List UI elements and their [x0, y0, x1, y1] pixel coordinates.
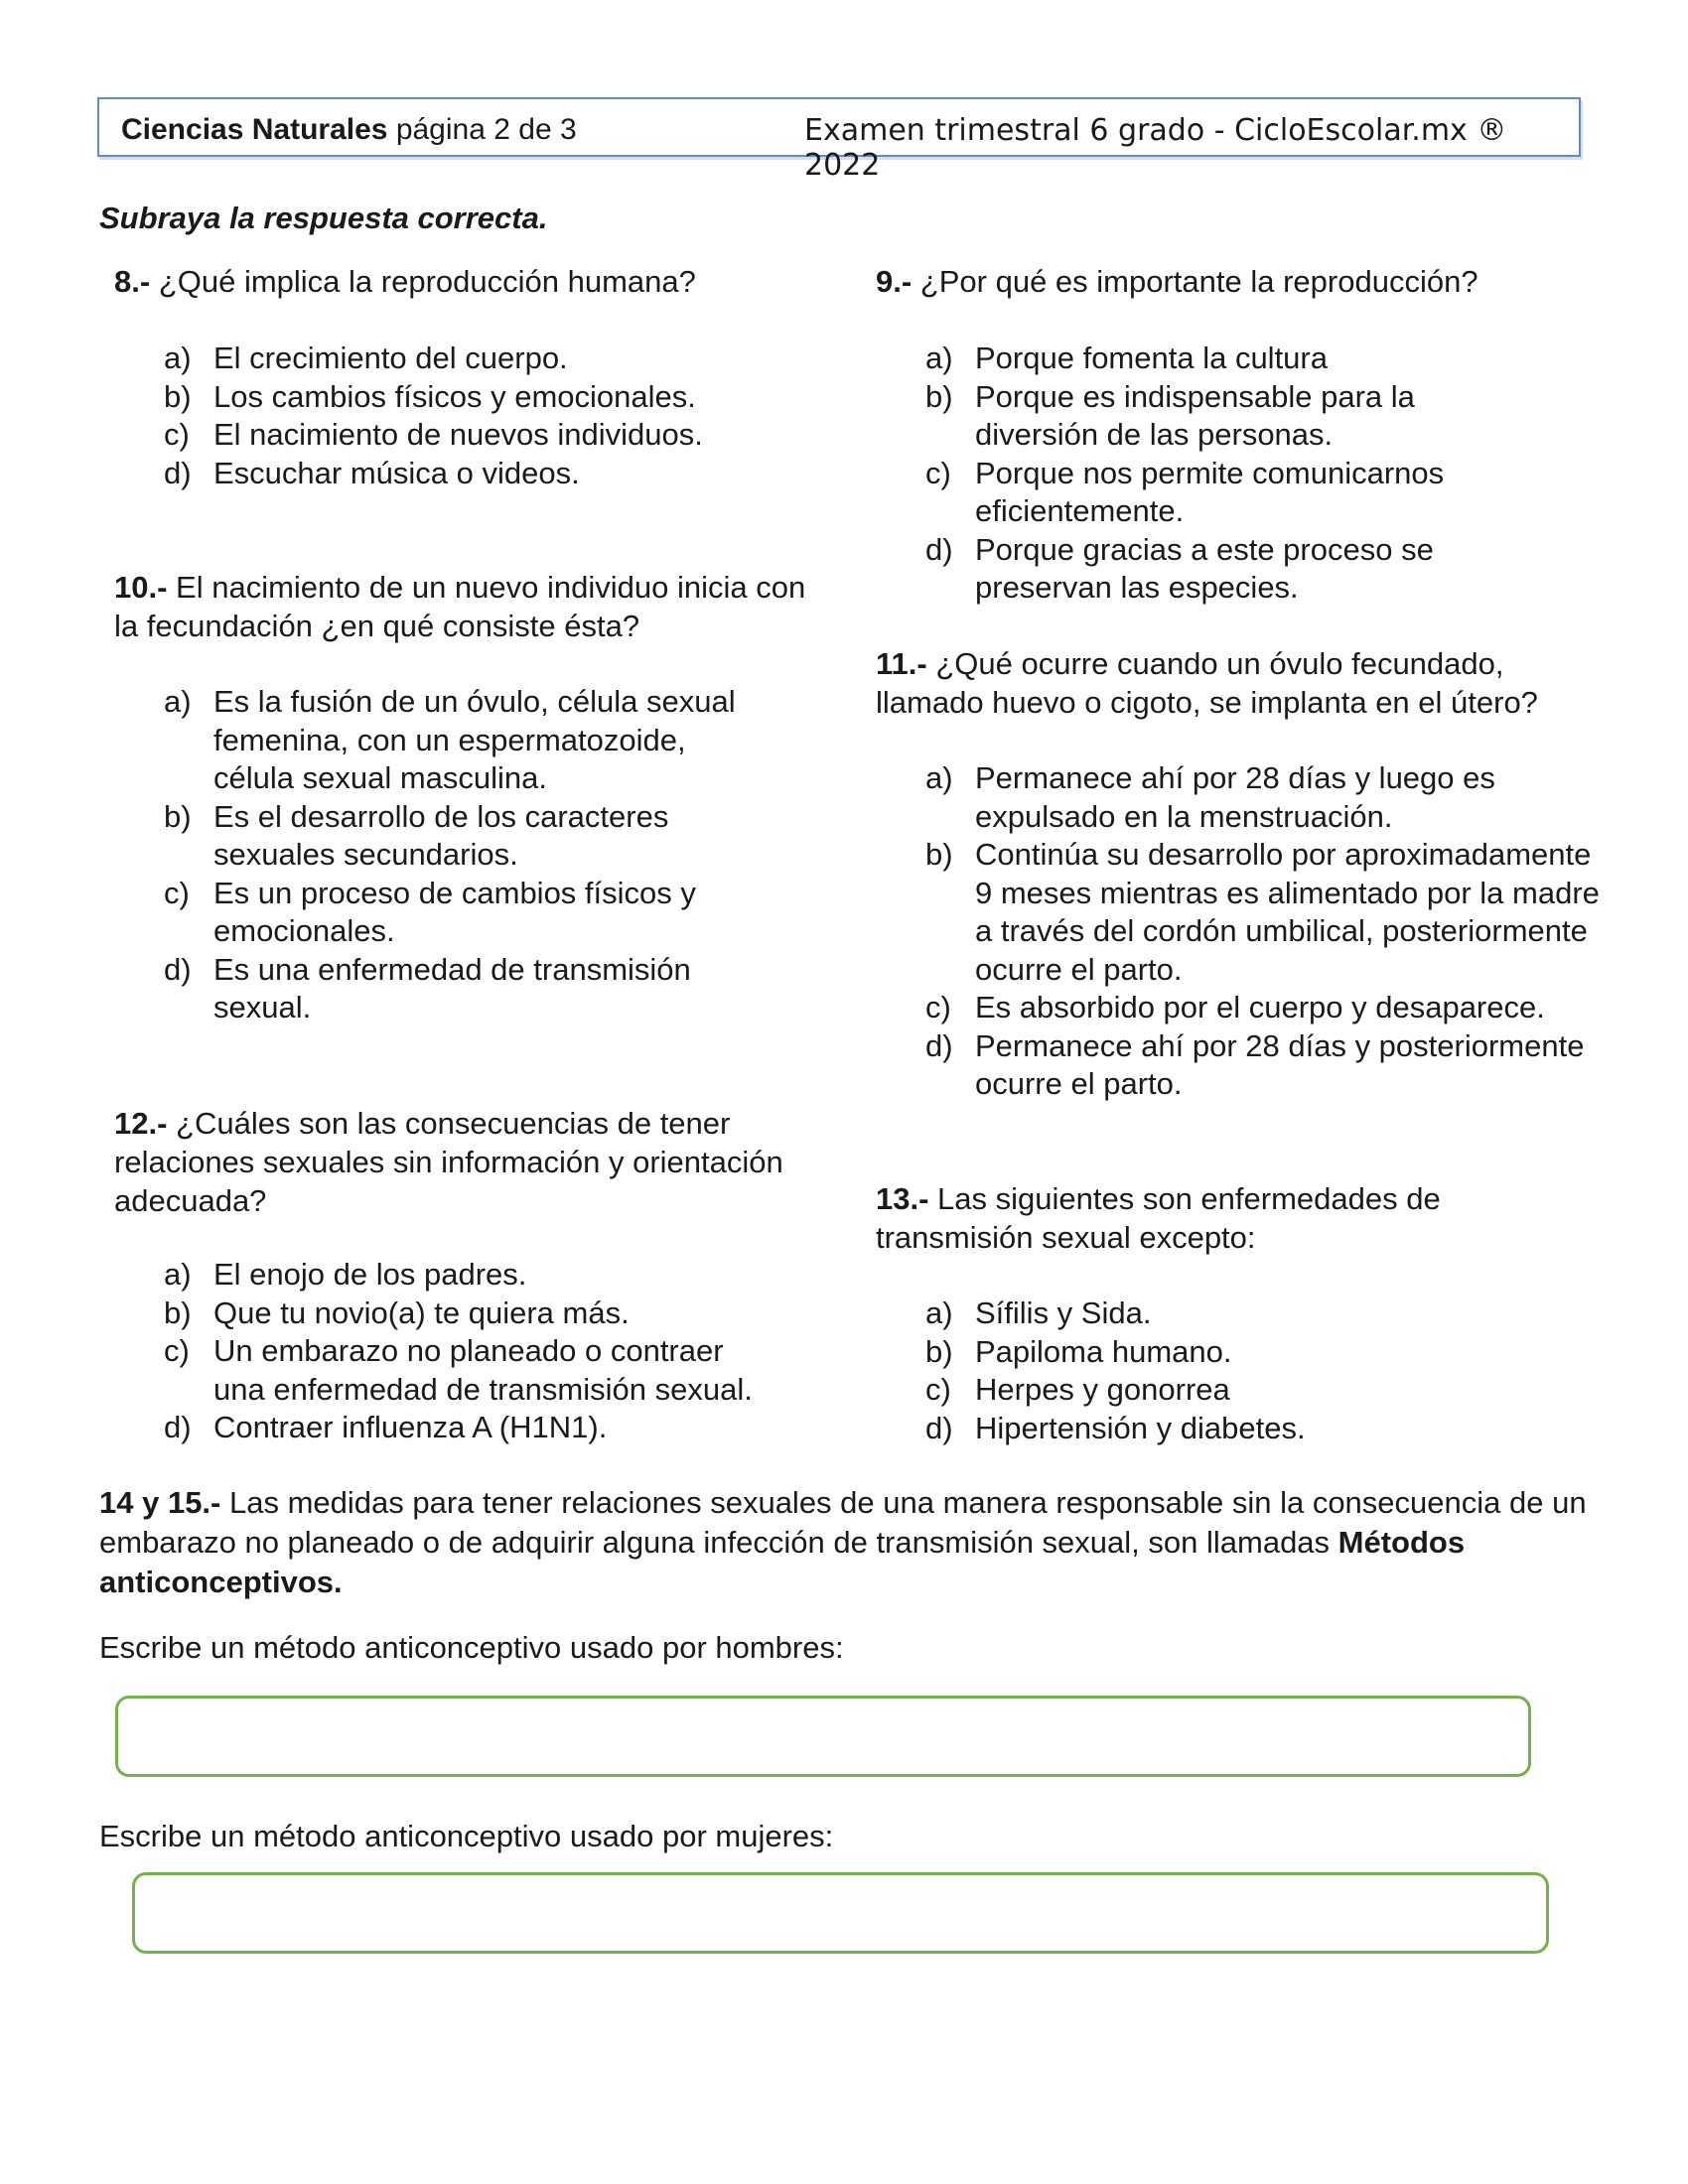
question-11 [876, 644, 1606, 722]
option-c[interactable] [925, 1371, 1521, 1410]
option-letter: a) [925, 760, 953, 795]
option-letter: c) [925, 1372, 951, 1407]
option-a[interactable] [925, 340, 1452, 378]
option-text: Permanece ahí por 28 días y luego es expulsado en la menstruación. [975, 760, 1495, 834]
question-number: 14 y 15.- [99, 1485, 221, 1520]
option-letter: a) [925, 1296, 953, 1330]
option-d[interactable] [164, 951, 750, 1027]
answer-field-women[interactable] [132, 1872, 1549, 1954]
question-12 [114, 1104, 809, 1220]
option-a[interactable] [164, 1256, 779, 1295]
option-text: Es un proceso de cambios físicos y emocionales. [213, 875, 696, 948]
option-text: Porque gracias a este proceso se preservan las especies. [975, 531, 1434, 605]
option-c[interactable] [164, 1332, 779, 1409]
option-b[interactable] [164, 798, 750, 875]
question-text: ¿Qué ocurre cuando un óvulo fecundado, llamado huevo o cigoto, se implanta en el útero? [876, 646, 1538, 720]
option-text: Papiloma humano. [975, 1333, 1232, 1369]
header-subject: Ciencias Naturales [121, 113, 388, 146]
question-13 [876, 1179, 1521, 1257]
question-10 [114, 568, 809, 645]
option-a[interactable] [164, 683, 750, 798]
option-letter: a) [925, 341, 953, 375]
question-9 [876, 262, 1591, 301]
question-11-options [925, 759, 1611, 1104]
option-text: Los cambios físicos y emocionales. [213, 378, 696, 414]
option-text: Es la fusión de un óvulo, célula sexual femenina, con un espermatozoide, célula sexual masculina. [213, 684, 736, 795]
question-text: ¿Por qué es importante la reproducción? [912, 264, 1478, 299]
option-letter: d) [164, 951, 192, 987]
option-text: Es absorbido por el cuerpo y desaparece. [975, 990, 1545, 1024]
question-text: ¿Cuáles son las consecuencias de tener relaciones sexuales sin información y orientación adecuada? [114, 1106, 783, 1218]
question-13-options [925, 1295, 1521, 1447]
question-8-options [164, 340, 799, 492]
instruction: Subraya la respuesta correcta. [99, 201, 548, 235]
option-text: El enojo de los padres. [213, 1257, 527, 1292]
question-number: 8.- [114, 264, 151, 299]
option-letter: d) [164, 1410, 192, 1444]
prompt-men: Escribe un método anticonceptivo usado por hombres: [99, 1630, 844, 1665]
header-subject-line [121, 113, 577, 147]
option-letter: c) [164, 417, 190, 452]
option-c[interactable] [925, 455, 1452, 531]
option-text: Porque nos permite comunicarnos eficientemente. [975, 455, 1445, 528]
option-text: Es el desarrollo de los caracteres sexuales secundarios. [213, 798, 669, 872]
option-letter: b) [925, 378, 953, 414]
question-9-options [925, 340, 1452, 608]
question-number: 10.- [114, 570, 168, 605]
question-text: El nacimiento de un nuevo individuo inicia con la fecundación ¿en qué consiste ésta? [114, 570, 806, 643]
option-text: Porque fomenta la cultura [975, 341, 1328, 375]
header-exam: Examen trimestral 6 grado - CicloEscolar.mx ® 2022 [804, 113, 1507, 183]
option-b[interactable] [164, 1295, 779, 1333]
question-number: 11.- [876, 646, 927, 681]
option-b[interactable] [925, 378, 1452, 455]
option-text: Es una enfermedad de transmisión sexual. [213, 951, 691, 1024]
option-d[interactable] [164, 455, 799, 493]
option-a[interactable] [925, 759, 1611, 836]
option-text: El crecimiento del cuerpo. [213, 341, 568, 375]
question-text: ¿Qué implica la reproducción humana? [150, 264, 696, 299]
page-header [97, 97, 1581, 183]
question-number: 9.- [876, 264, 913, 299]
question-number: 13.- [876, 1181, 929, 1216]
question-10-options [164, 683, 750, 1027]
option-text: Herpes y gonorrea [975, 1372, 1230, 1407]
option-letter: a) [164, 341, 192, 375]
option-letter: a) [164, 1257, 192, 1292]
option-text: El nacimiento de nuevos individuos. [213, 417, 703, 452]
option-b[interactable] [164, 378, 799, 417]
question-8 [114, 262, 789, 301]
option-letter: b) [164, 1295, 192, 1330]
option-letter: c) [925, 455, 951, 490]
option-text: Un embarazo no planeado o contraer una enfermedad de transmisión sexual. [213, 1333, 753, 1407]
option-letter: b) [164, 798, 192, 834]
option-letter: d) [164, 455, 192, 490]
question-text: Las siguientes son enfermedades de transmisión sexual excepto: [876, 1181, 1441, 1255]
option-letter: b) [164, 378, 192, 414]
option-text: Continúa su desarrollo por aproximadamente 9 meses mientras es alimentado por la madre a través del cordón umbilical, posteriormente ocurre el parto. [975, 837, 1600, 987]
option-d[interactable] [925, 1027, 1611, 1104]
question-12-options [164, 1256, 779, 1447]
question-14-15 [99, 1483, 1609, 1602]
option-letter: d) [925, 1410, 953, 1445]
option-d[interactable] [925, 531, 1452, 608]
option-text: Escuchar música o videos. [213, 455, 580, 490]
option-letter: c) [164, 875, 190, 910]
option-c[interactable] [925, 989, 1611, 1027]
option-c[interactable] [164, 875, 750, 951]
option-text: Porque es indispensable para la diversión de las personas. [975, 378, 1415, 452]
option-letter: d) [925, 531, 953, 567]
prompt-women: Escribe un método anticonceptivo usado por mujeres: [99, 1819, 834, 1853]
option-text: Sífilis y Sida. [975, 1296, 1152, 1330]
option-d[interactable] [164, 1409, 779, 1447]
option-letter: d) [925, 1027, 953, 1063]
question-text: Las medidas para tener relaciones sexuales de una manera responsable sin la consecuencia de un embarazo no planeado o de adquirir alguna infección de transmisión sexual, son llamadas [99, 1485, 1587, 1560]
option-text: Contraer influenza A (H1N1). [213, 1410, 608, 1444]
option-letter: c) [164, 1333, 190, 1368]
header-page: página 2 de 3 [395, 113, 577, 146]
option-c[interactable] [164, 416, 799, 455]
option-text: Que tu novio(a) te quiera más. [213, 1295, 630, 1330]
option-letter: b) [925, 837, 953, 872]
question-number: 12.- [114, 1106, 168, 1141]
option-a[interactable] [164, 340, 799, 378]
option-b[interactable] [925, 836, 1611, 989]
option-b[interactable] [925, 1333, 1521, 1372]
option-letter: c) [925, 990, 951, 1024]
option-letter: a) [164, 684, 192, 719]
option-text: Permanece ahí por 28 días y posteriormente ocurre el parto. [975, 1027, 1585, 1101]
option-text: Hipertensión y diabetes. [975, 1410, 1306, 1445]
bold-term: Métodos anticonceptivos. [99, 1525, 1466, 1599]
option-d[interactable] [925, 1410, 1521, 1448]
option-letter: b) [925, 1333, 953, 1369]
option-a[interactable] [925, 1295, 1521, 1333]
answer-field-men[interactable] [115, 1696, 1531, 1777]
